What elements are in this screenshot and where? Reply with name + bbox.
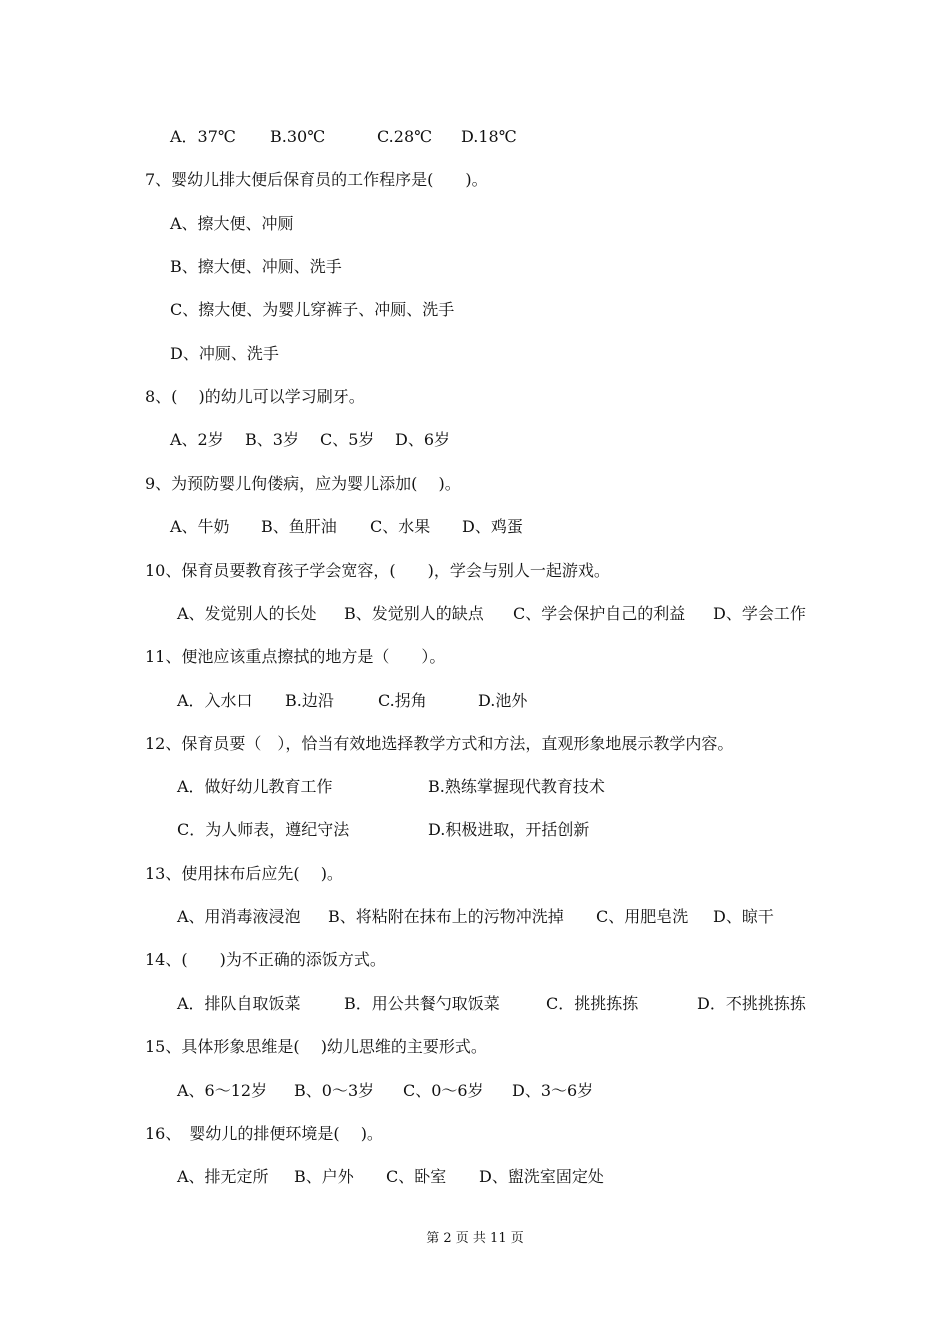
q12-option-b: B.熟练掌握现代教育技术 bbox=[428, 777, 605, 796]
q16-stem: 16、 婴幼儿的排便环境是( )。 bbox=[145, 1124, 383, 1143]
q15-option-d: D、3～6岁 bbox=[512, 1081, 594, 1100]
q16-option-c: C、卧室 bbox=[386, 1167, 447, 1186]
q9-option-c: C、水果 bbox=[370, 517, 431, 536]
q7-option-c: C、擦大便、为婴儿穿裤子、冲厕、洗手 bbox=[170, 300, 455, 319]
q12-option-a: A．做好幼儿教育工作 bbox=[177, 777, 333, 796]
q15-option-b: B、0～3岁 bbox=[294, 1081, 375, 1100]
q15-option-a: A、6～12岁 bbox=[177, 1081, 268, 1100]
q11-option-c: C.拐角 bbox=[378, 691, 427, 710]
q7-option-d: D、冲厕、洗手 bbox=[170, 344, 279, 363]
q14-option-b: B．用公共餐勺取饭菜 bbox=[344, 994, 500, 1013]
q10-option-a: A、发觉别人的长处 bbox=[177, 604, 317, 623]
q13-option-d: D、晾干 bbox=[713, 907, 774, 926]
q6-option-d: D.18℃ bbox=[461, 127, 517, 146]
q6-option-a: A．37℃ bbox=[170, 127, 236, 146]
q12-option-d: D.积极进取，开括创新 bbox=[428, 820, 590, 839]
q13-option-b: B、将粘附在抹布上的污物冲洗掉 bbox=[328, 907, 564, 926]
q9-option-d: D、鸡蛋 bbox=[462, 517, 523, 536]
q10-option-b: B、发觉别人的缺点 bbox=[344, 604, 484, 623]
q13-option-c: C、用肥皂洗 bbox=[596, 907, 689, 926]
q12-stem: 12、保育员要（ ），恰当有效地选择教学方式和方法，直观形象地展示教学内容。 bbox=[145, 734, 734, 753]
q14-option-d: D．不挑挑拣拣 bbox=[697, 994, 806, 1013]
q15-option-c: C、0～6岁 bbox=[403, 1081, 484, 1100]
q7-option-a: A、擦大便、冲厕 bbox=[170, 214, 294, 233]
q15-stem: 15、具体形象思维是( )幼儿思维的主要形式。 bbox=[145, 1037, 487, 1056]
q11-option-d: D.池外 bbox=[478, 691, 528, 710]
q9-option-a: A、牛奶 bbox=[170, 517, 230, 536]
q7-option-b: B、擦大便、冲厕、洗手 bbox=[170, 257, 342, 276]
q11-option-b: B.边沿 bbox=[285, 691, 334, 710]
q14-option-c: C．挑挑拣拣 bbox=[546, 994, 639, 1013]
q7-stem: 7、婴幼儿排大便后保育员的工作程序是( )。 bbox=[145, 170, 488, 189]
q16-option-d: D、盥洗室固定处 bbox=[479, 1167, 604, 1186]
q13-stem: 13、使用抹布后应先( )。 bbox=[145, 864, 343, 883]
q8-option-d: D、6岁 bbox=[395, 430, 451, 449]
q12-option-c: C．为人师表，遵纪守法 bbox=[177, 820, 350, 839]
q10-option-d: D、学会工作 bbox=[713, 604, 806, 623]
q11-stem: 11、便池应该重点擦拭的地方是（ ）。 bbox=[145, 647, 446, 666]
q9-option-b: B、鱼肝油 bbox=[261, 517, 337, 536]
page-footer: 第 2 页 共 11 页 bbox=[426, 1231, 524, 1246]
q8-stem: 8、( )的幼儿可以学习刷牙。 bbox=[145, 387, 365, 406]
q6-option-c: C.28℃ bbox=[377, 127, 433, 146]
q9-stem: 9、为预防婴儿佝偻病，应为婴儿添加( )。 bbox=[145, 474, 461, 493]
q6-option-b: B.30℃ bbox=[270, 127, 326, 146]
q10-stem: 10、保育员要教育孩子学会宽容，( )，学会与别人一起游戏。 bbox=[145, 561, 610, 580]
q8-option-c: C、5岁 bbox=[320, 430, 375, 449]
q16-option-a: A、排无定所 bbox=[177, 1167, 269, 1186]
q14-option-a: A．排队自取饭菜 bbox=[177, 994, 301, 1013]
q8-option-a: A、2岁 bbox=[170, 430, 224, 449]
q16-option-b: B、户外 bbox=[294, 1167, 354, 1186]
q14-stem: 14、( )为不正确的添饭方式。 bbox=[145, 950, 386, 969]
q11-option-a: A．入水口 bbox=[177, 691, 253, 710]
q8-option-b: B、3岁 bbox=[245, 430, 299, 449]
q13-option-a: A、用消毒液浸泡 bbox=[177, 907, 301, 926]
q10-option-c: C、学会保护自己的利益 bbox=[513, 604, 686, 623]
